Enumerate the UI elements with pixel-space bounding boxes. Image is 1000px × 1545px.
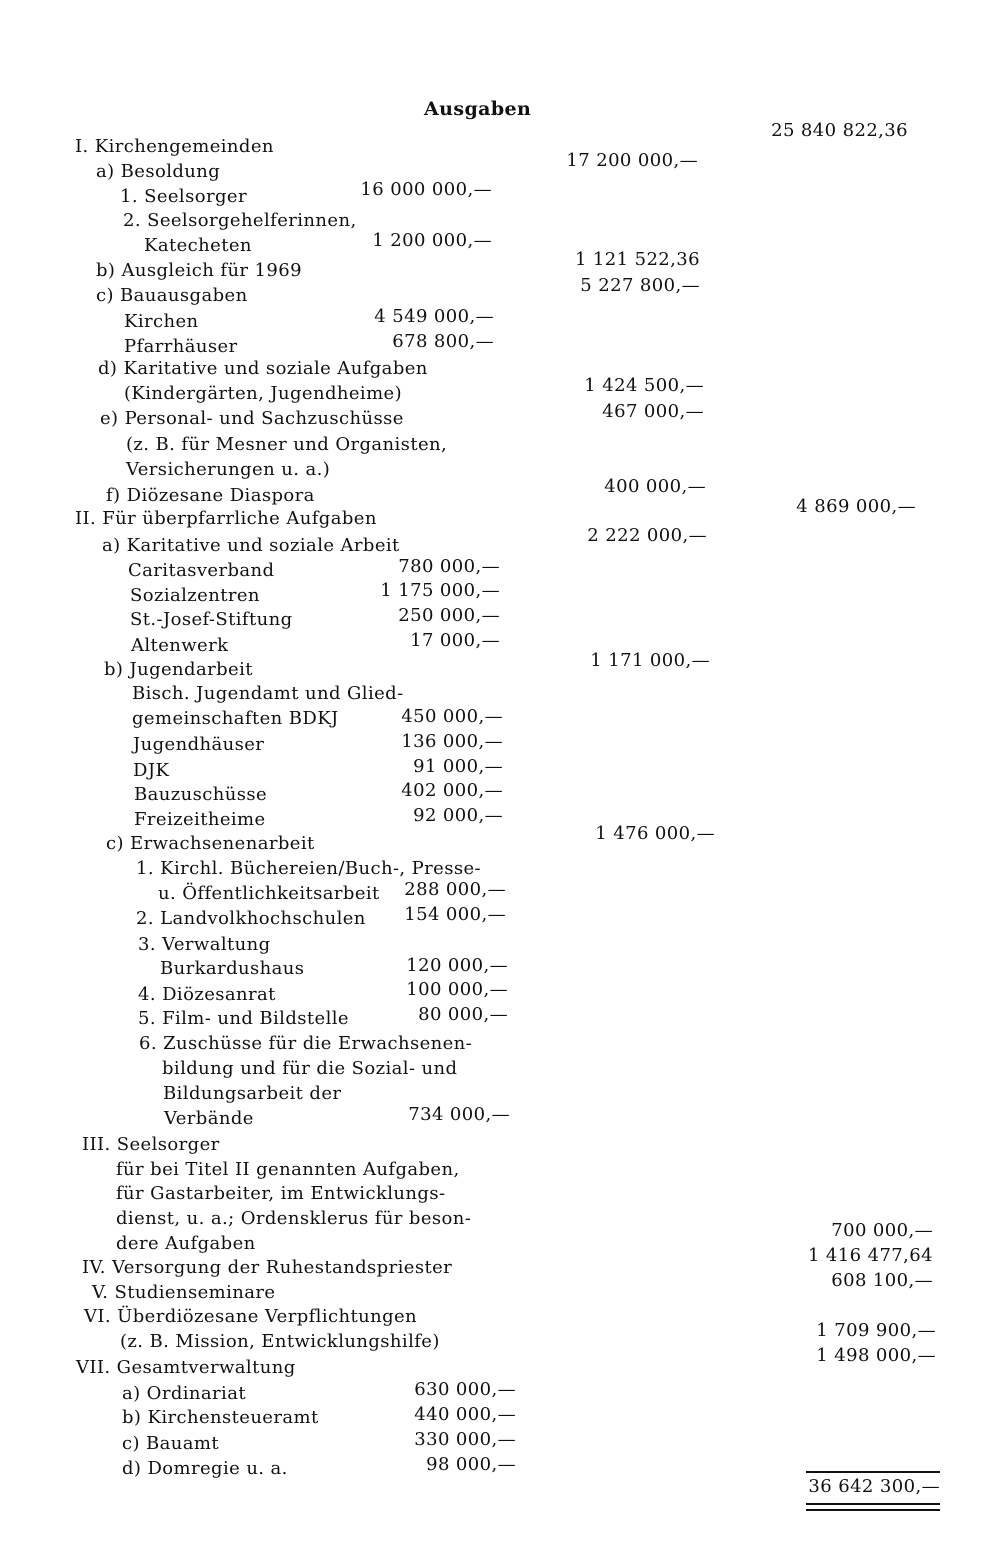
- s2-c-item-amount: 154 000,—: [404, 904, 506, 925]
- s2-c-item-label: 5. Film- und Bildstelle: [138, 1008, 349, 1029]
- s2-a-item-label: St.-Josef-Stiftung: [130, 609, 293, 630]
- section-iii-text: dere Aufgaben: [116, 1233, 256, 1254]
- s1-c-item-label: Kirchen: [124, 311, 199, 332]
- s2-b-item-amount: 136 000,—: [401, 731, 503, 752]
- s1-c-item-label: Pfarrhäuser: [124, 336, 238, 357]
- s1-a-item-amount: 16 000 000,—: [360, 179, 492, 200]
- s2-a-item-amount: 780 000,—: [398, 556, 500, 577]
- s2-c-amount: 1 476 000,—: [595, 823, 715, 844]
- s1-a-item-label: Katecheten: [144, 235, 252, 256]
- s2-b-item-label: Freizeitheime: [134, 809, 266, 830]
- top-total: 25 840 822,36: [771, 120, 908, 141]
- s2-a-item-amount: 17 000,—: [410, 630, 500, 651]
- s2-c-item-label: Verbände: [164, 1108, 254, 1129]
- s2-b-item-label: Bauzuschüsse: [134, 784, 268, 805]
- s2-c-item-amount: 100 000,—: [406, 979, 508, 1000]
- page-title: Ausgaben: [424, 98, 532, 120]
- section-vi-total: 1 709 900,—: [816, 1320, 936, 1341]
- s2-c-item-label: 1. Kirchl. Büchereien/Buch-, Presse-: [136, 858, 482, 879]
- s2-a-item-label: Caritasverband: [128, 560, 275, 581]
- s2-c-item-label: 2. Landvolkhochschulen: [136, 908, 366, 929]
- s2-c-item-amount: 120 000,—: [406, 955, 508, 976]
- s1-d-label: (Kindergärten, Jugendheime): [124, 383, 403, 404]
- s2-a-amount: 2 222 000,—: [587, 525, 707, 546]
- section-iii-text: dienst, u. a.; Ordensklerus für beson-: [116, 1208, 472, 1229]
- s1-e-amount: 467 000,—: [602, 401, 704, 422]
- s2-b-item-label: DJK: [133, 760, 170, 781]
- s2-b-item-label: Bisch. Jugendamt und Glied-: [132, 683, 404, 704]
- section-vi-label: VI. Überdiözesane Verpflichtungen: [84, 1306, 418, 1327]
- s2-b-item-amount: 450 000,—: [401, 706, 503, 727]
- s7-item-label: a) Ordinariat: [122, 1383, 246, 1404]
- s2-c-item-label: bildung und für die Sozial- und: [162, 1058, 458, 1079]
- total-rule-double-1: [806, 1503, 940, 1505]
- s2-a-item-amount: 1 175 000,—: [380, 580, 500, 601]
- s2-c-item-label: u. Öffentlichkeitsarbeit: [158, 883, 380, 904]
- s2-b-item-label: gemeinschaften BDKJ: [132, 708, 339, 729]
- s2-a-label: a) Karitative und soziale Arbeit: [102, 535, 400, 556]
- s2-c-item-amount: 80 000,—: [418, 1004, 508, 1025]
- s1-c-label: c) Bauausgaben: [96, 285, 248, 306]
- section-v-label: V. Studienseminare: [92, 1282, 276, 1303]
- s1-e-label: (z. B. für Mesner und Organisten,: [126, 434, 448, 455]
- section-i-label: I. Kirchengemeinden: [75, 136, 274, 157]
- s2-b-item-amount: 92 000,—: [413, 805, 503, 826]
- s1-b-label: b) Ausgleich für 1969: [96, 260, 302, 281]
- s2-c-item-label: Bildungsarbeit der: [163, 1083, 342, 1104]
- section-iv-total: 1 416 477,64: [807, 1245, 933, 1266]
- s1-f-amount: 400 000,—: [604, 476, 706, 497]
- s1-e-label: Versicherungen u. a.): [126, 459, 331, 480]
- s2-b-item-label: Jugendhäuser: [133, 734, 265, 755]
- section-vi-text: (z. B. Mission, Entwicklungshilfe): [120, 1331, 440, 1352]
- s2-b-item-amount: 91 000,—: [413, 756, 503, 777]
- grand-total: 36 642 300,—: [808, 1476, 940, 1497]
- section-iii-label: III. Seelsorger: [82, 1134, 220, 1155]
- s2-c-item-label: 3. Verwaltung: [138, 934, 271, 955]
- s1-a-item-label: 2. Seelsorgehelferinnen,: [123, 210, 357, 231]
- section-iii-total: 700 000,—: [831, 1220, 933, 1241]
- section-ii-total: 4 869 000,—: [796, 496, 916, 517]
- s2-b-item-amount: 402 000,—: [401, 780, 503, 801]
- section-vii-total: 1 498 000,—: [816, 1345, 936, 1366]
- s2-a-item-amount: 250 000,—: [398, 605, 500, 626]
- s1-a-item-amount: 1 200 000,—: [372, 230, 492, 251]
- section-v-total: 608 100,—: [831, 1270, 933, 1291]
- s1-d-label: d) Karitative und soziale Aufgaben: [98, 358, 428, 379]
- s1-c-item-amount: 4 549 000,—: [374, 306, 494, 327]
- s1-b-amount: 1 121 522,36: [574, 249, 700, 270]
- s1-a-label: a) Besoldung: [96, 161, 221, 182]
- section-vii-label: VII. Gesamtverwaltung: [76, 1357, 296, 1378]
- section-iii-text: für bei Titel II genannten Aufgaben,: [116, 1159, 460, 1180]
- s7-item-amount: 98 000,—: [426, 1454, 516, 1475]
- section-ii-label: II. Für überpfarrliche Aufgaben: [75, 508, 377, 529]
- s2-c-item-label: 6. Zuschüsse für die Erwachsenen-: [139, 1033, 473, 1054]
- s7-item-label: b) Kirchensteueramt: [122, 1407, 319, 1428]
- s1-e-label: e) Personal- und Sachzuschüsse: [100, 408, 404, 429]
- s1-c-item-amount: 678 800,—: [392, 331, 494, 352]
- s2-c-label: c) Erwachsenenarbeit: [106, 833, 315, 854]
- s2-b-label: b) Jugendarbeit: [104, 659, 253, 680]
- s7-item-label: d) Domregie u. a.: [122, 1458, 288, 1479]
- s7-item-amount: 630 000,—: [414, 1379, 516, 1400]
- s2-c-item-label: Burkardushaus: [160, 958, 305, 979]
- s2-b-amount: 1 171 000,—: [590, 650, 710, 671]
- section-iii-text: für Gastarbeiter, im Entwicklungs-: [116, 1183, 446, 1204]
- s1-c-amount: 5 227 800,—: [580, 275, 700, 296]
- total-rule-top: [806, 1471, 940, 1473]
- total-rule-double-2: [806, 1509, 940, 1511]
- s7-item-label: c) Bauamt: [122, 1433, 220, 1454]
- s7-item-amount: 330 000,—: [414, 1429, 516, 1450]
- s2-a-item-label: Sozialzentren: [130, 585, 260, 606]
- s1-a-amount: 17 200 000,—: [566, 150, 698, 171]
- s7-item-amount: 440 000,—: [414, 1404, 516, 1425]
- section-iv-label: IV. Versorgung der Ruhestandspriester: [82, 1257, 453, 1278]
- s1-d-amount: 1 424 500,—: [584, 375, 704, 396]
- s1-f-label: f) Diözesane Diaspora: [106, 485, 315, 506]
- s1-a-item-label: 1. Seelsorger: [120, 186, 247, 207]
- s2-c-item-label: 4. Diözesanrat: [138, 984, 276, 1005]
- s2-c-item-amount: 288 000,—: [404, 879, 506, 900]
- s2-c-item-amount: 734 000,—: [408, 1104, 510, 1125]
- s2-a-item-label: Altenwerk: [131, 635, 229, 656]
